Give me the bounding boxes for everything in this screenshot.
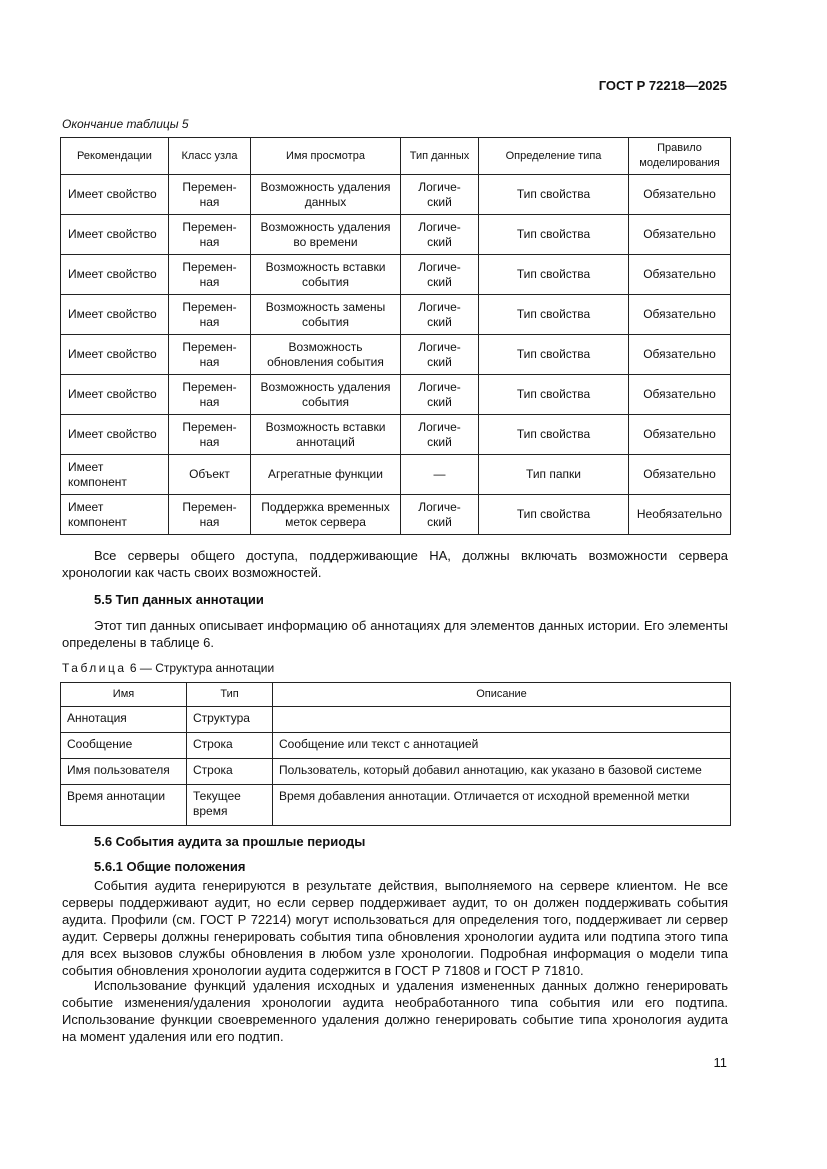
table5-cell: Обязательно [629, 375, 731, 415]
section-5-6-1-para2: Использование функций удаления исходных и удаления измененных данных должно генерировать событие изменения/удаления хронологии аудита необработанного типа события или его подтипа. Использование функции своевременного удаления должно генерировать событие типа хронология аудита на момент удаления или его подтип. [62, 978, 728, 1044]
table5-cell: Логиче-ский [401, 375, 479, 415]
table5-cell: Тип свойства [479, 495, 629, 535]
table5-cell: Тип свойства [479, 415, 629, 455]
table5-cell: Возможность вставки события [251, 255, 401, 295]
table5-header-cell: Тип данных [401, 138, 479, 175]
table5-cell: Имеет свойство [61, 375, 169, 415]
table5-row [61, 335, 731, 375]
table6-header-cell: Тип [187, 683, 273, 707]
table6-caption-label: Таблица [62, 661, 127, 675]
table5-cell: Возможность обновления события [251, 335, 401, 375]
document-id: ГОСТ Р 72218—2025 [598, 78, 727, 93]
table5-cell: Объект [169, 455, 251, 495]
table5-cell: Логиче-ский [401, 255, 479, 295]
table5-cell: Обязательно [629, 215, 731, 255]
table5-cell: Возможность вставки аннотаций [251, 415, 401, 455]
table5-cell: Логиче-ский [401, 415, 479, 455]
table5-cell: Логиче-ский [401, 175, 479, 215]
table5-header-cell: Правило моделирования [629, 138, 731, 175]
table5-row [61, 375, 731, 415]
table5-cell: Тип свойства [479, 295, 629, 335]
table5-cell: Возможность удаления во времени [251, 215, 401, 255]
table5-cell: Возможность удаления события [251, 375, 401, 415]
table5-row [61, 295, 731, 335]
table6-cell: Сообщение [61, 733, 187, 759]
table6-header-cell: Описание [273, 683, 731, 707]
table6-cell: Строка [187, 733, 273, 759]
table5-cell: Тип папки [479, 455, 629, 495]
section-5-6-heading: 5.6 События аудита за прошлые периоды [94, 834, 366, 849]
table5-cell: Перемен-ная [169, 295, 251, 335]
table6-row [61, 733, 731, 759]
table5-cell: Возможность удаления данных [251, 175, 401, 215]
servers-paragraph: Все серверы общего доступа, поддерживающие HA, должны включать возможности сервера хронологии как часть своих возможностей. [62, 548, 728, 580]
table5-cell: Тип свойства [479, 375, 629, 415]
table5-cell: Имеет свойство [61, 215, 169, 255]
table5-cell: Обязательно [629, 175, 731, 215]
table5-row [61, 455, 731, 495]
table5-cell: Имеет свойство [61, 295, 169, 335]
table5-cell: Перемен-ная [169, 375, 251, 415]
table5-row [61, 255, 731, 295]
table5-cell: Обязательно [629, 415, 731, 455]
table5-cell: Перемен-ная [169, 335, 251, 375]
table5-cell: Перемен-ная [169, 495, 251, 535]
table5-header-cell: Определение типа [479, 138, 629, 175]
table5-cell: Перемен-ная [169, 255, 251, 295]
table6-row [61, 707, 731, 733]
table6-cell: Имя пользователя [61, 759, 187, 785]
table5-cell: Тип свойства [479, 335, 629, 375]
table6-cell: Структура [187, 707, 273, 733]
table6-header-cell: Имя [61, 683, 187, 707]
table5-header-cell: Рекомендации [61, 138, 169, 175]
table5-cell: Агрегатные функции [251, 455, 401, 495]
page-number: 11 [713, 1055, 727, 1070]
table6-cell: Аннотация [61, 707, 187, 733]
section-5-6-1-heading: 5.6.1 Общие положения [94, 859, 246, 874]
table6-cell: Время добавления аннотации. Отличается от исходной временной метки [273, 785, 731, 826]
table5-cell: Имеет свойство [61, 255, 169, 295]
table6-header-row [61, 683, 731, 707]
table5-header-row [61, 138, 731, 175]
table5-cell: Перемен-ная [169, 415, 251, 455]
table5-row [61, 175, 731, 215]
table5-cell: Необязательно [629, 495, 731, 535]
table-6 [60, 682, 731, 826]
table6-cell [273, 707, 731, 733]
table5-cell: Логиче-ский [401, 215, 479, 255]
table5-cell: Тип свойства [479, 175, 629, 215]
table5-header-cell: Имя просмотра [251, 138, 401, 175]
table5-cell: Имеет свойство [61, 175, 169, 215]
table5-cell: Перемен-ная [169, 175, 251, 215]
table5-row [61, 215, 731, 255]
section-5-5-text: Этот тип данных описывает информацию об аннотациях для элементов данных истории. Его элементы определены в таблице 6. [62, 618, 728, 650]
table5-cell: Обязательно [629, 335, 731, 375]
table-5 [60, 137, 731, 535]
table5-cell: Имеет компонент [61, 455, 169, 495]
table6-cell: Пользователь, который добавил аннотацию, как указано в базовой системе [273, 759, 731, 785]
table5-cell: — [401, 455, 479, 495]
table6-caption-rest: 6 — Структура аннотации [126, 661, 275, 675]
table5-cell: Обязательно [629, 295, 731, 335]
table5-cell: Логиче-ский [401, 495, 479, 535]
section-5-6-1-para1: События аудита генерируются в результате действия, выполняемого на сервере клиентом. Не все серверы поддерживают аудит, но если сервер поддерживает аудит, то он должен поддерживать события аудита. Профили (см. ГОСТ Р 72214) могут использоваться для определения того, поддерживает ли сервер аудит. Серверы должны генерировать события типа обновления хронологии аудита или подтипа этого типа для всех вызовов службы обновления в любом узле хронологии. Подробная информация о модели типа события обновления хронологии аудита содержится в ГОСТ Р 71808 и ГОСТ Р 71810. [62, 878, 728, 978]
table5-row [61, 495, 731, 535]
table5-caption: Окончание таблицы 5 [62, 117, 189, 131]
table6-cell: Текущее время [187, 785, 273, 826]
table6-cell: Сообщение или текст с аннотацией [273, 733, 731, 759]
table5-cell: Тип свойства [479, 255, 629, 295]
table5-cell: Поддержка временных меток сервера [251, 495, 401, 535]
table5-cell: Логиче-ский [401, 295, 479, 335]
table5-cell: Тип свойства [479, 215, 629, 255]
table5-cell: Перемен-ная [169, 215, 251, 255]
table5-cell: Имеет компонент [61, 495, 169, 535]
table5-cell: Обязательно [629, 455, 731, 495]
table5-cell: Имеет свойство [61, 415, 169, 455]
section-5-5-heading: 5.5 Тип данных аннотации [94, 592, 264, 607]
table6-cell: Строка [187, 759, 273, 785]
table6-caption [62, 661, 274, 675]
table5-cell: Обязательно [629, 255, 731, 295]
table6-row [61, 785, 731, 826]
table5-row [61, 415, 731, 455]
table5-cell: Имеет свойство [61, 335, 169, 375]
table5-cell: Логиче-ский [401, 335, 479, 375]
table6-cell: Время аннотации [61, 785, 187, 826]
table5-cell: Возможность замены события [251, 295, 401, 335]
table6-row [61, 759, 731, 785]
table5-header-cell: Класс узла [169, 138, 251, 175]
